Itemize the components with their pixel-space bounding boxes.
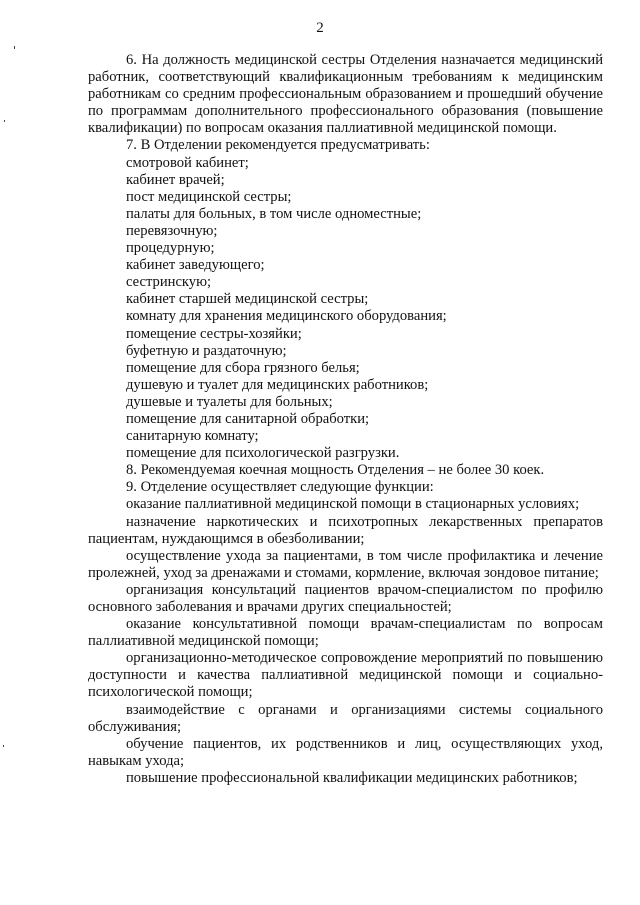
functions-list: [88, 496, 603, 787]
list-item: осуществление ухода за пациентами, в том числе профилактика и лечение пролежней, уход за дренажами и стомами, кормление, включая зондовое питание;: [88, 547, 603, 581]
paragraph-6: 6. На должность медицинской сестры Отделения назначается медицинский работник, соответствующий квалификационным требованиям к медицинским работникам со средним профессиональным образованием и прошедший обучение по программам дополнительного профессионального образования (повышение квалификации) по вопросам оказания паллиативной медицинской помощи.: [88, 52, 603, 137]
list-item: комнату для хранения медицинского оборудования;: [126, 308, 447, 325]
paragraph-9-title: 9. Отделение осуществляет следующие функции:: [126, 479, 434, 496]
scan-mark: [3, 745, 4, 747]
list-item: оказание паллиативной медицинской помощи в стационарных условиях;: [126, 496, 580, 513]
scan-mark: [14, 46, 15, 49]
list-item: процедурную;: [126, 240, 215, 257]
list-item: душевую и туалет для медицинских работников;: [126, 376, 429, 393]
list-item: организация консультаций пациентов врачом-специалистом по профилю основного заболевания и врачами других специальностей;: [88, 581, 603, 615]
list-item: кабинет врачей;: [126, 171, 225, 188]
list-item: оказание консультативной помощи врачам-специалистам по вопросам паллиативной медицинской помощи;: [88, 616, 603, 650]
page-number: 2: [316, 20, 324, 36]
list-item: помещение сестры-хозяйки;: [126, 325, 302, 342]
paragraph-7-title: 7. В Отделении рекомендуется предусматривать:: [126, 137, 430, 154]
list-item: взаимодействие с органами и организациями системы социального обслуживания;: [88, 701, 603, 735]
list-item: кабинет старшей медицинской сестры;: [126, 291, 369, 308]
list-item: санитарную комнату;: [126, 428, 259, 445]
list-item: пост медицинской сестры;: [126, 188, 292, 205]
list-item: палаты для больных, в том числе одноместные;: [126, 205, 422, 222]
document-body: [88, 52, 603, 787]
list-item: помещение для психологической разгрузки.: [126, 445, 400, 462]
list-item: смотровой кабинет;: [126, 154, 249, 171]
list-item: повышение профессиональной квалификации медицинских работников;: [126, 769, 578, 786]
list-item: помещение для сбора грязного белья;: [126, 359, 360, 376]
list-item: организационно-методическое сопровождение мероприятий по повышению доступности и качества паллиативной медицинской помощи и социально-психологической помощи;: [88, 650, 603, 701]
paragraph-8: 8. Рекомендуемая коечная мощность Отделения – не более 30 коек.: [126, 462, 545, 479]
list-item: буфетную и раздаточную;: [126, 342, 287, 359]
list-item: кабинет заведующего;: [126, 257, 265, 274]
rooms-list: [88, 155, 603, 463]
list-item: обучение пациентов, их родственников и лиц, осуществляющих уход, навыкам ухода;: [88, 735, 603, 769]
list-item: назначение наркотических и психотропных лекарственных препаратов пациентам, нуждающимся в обезболивании;: [88, 513, 603, 547]
scan-mark: [4, 120, 5, 122]
list-item: душевые и туалеты для больных;: [126, 393, 333, 410]
list-item: сестринскую;: [126, 274, 212, 291]
list-item: перевязочную;: [126, 222, 218, 239]
list-item: помещение для санитарной обработки;: [126, 410, 370, 427]
